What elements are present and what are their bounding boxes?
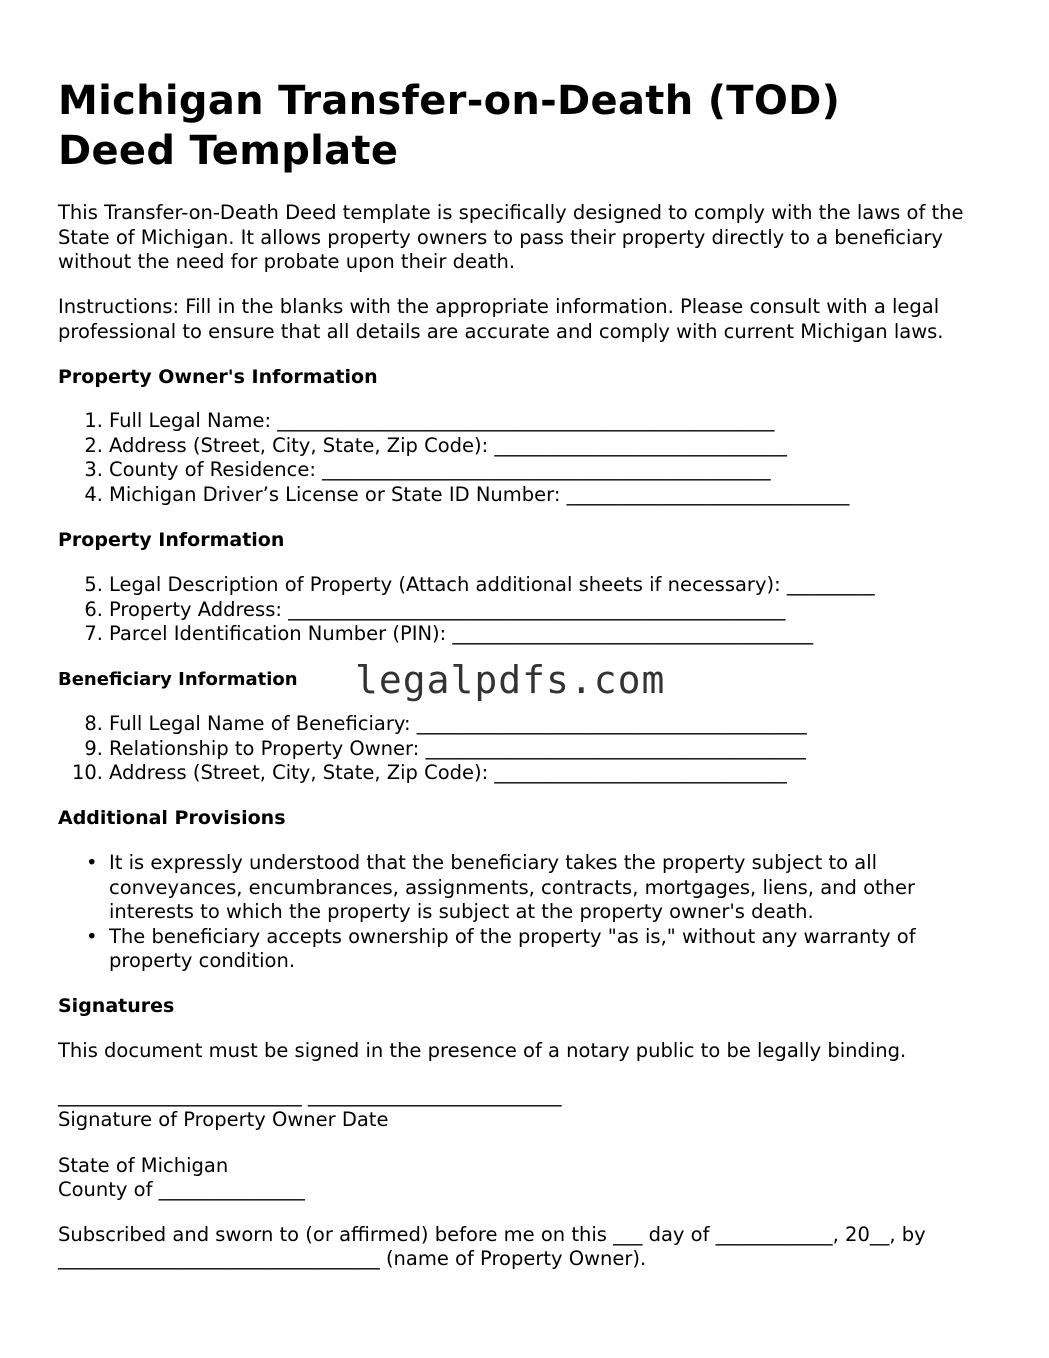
- title-line-1: Michigan Transfer-on-Death (TOD): [58, 78, 841, 124]
- watermark: legalpdfs.com: [355, 658, 666, 702]
- beneficiary-info-list: [58, 712, 807, 786]
- list-item: 1. Full Legal Name: ___________________________________________________: [84, 409, 775, 432]
- title-line-2: Deed Template: [58, 128, 399, 174]
- sworn-line-2: _________________________________ (name of Property Owner).: [58, 1247, 647, 1270]
- list-item: 5. Legal Description of Property (Attach additional sheets if necessary): _________: [84, 573, 875, 596]
- state-line: State of Michigan: [58, 1154, 229, 1177]
- section-heading-property: Property Information: [58, 529, 285, 551]
- list-item: 4. Michigan Driver’s License or State ID Number: _____________________________: [84, 482, 850, 506]
- section-heading-owner: Property Owner's Information: [58, 366, 378, 388]
- list-item: 7. Parcel Identification Number (PIN): _____________________________________: [84, 622, 814, 645]
- page-title: [58, 76, 840, 176]
- bullet-icon: •: [86, 924, 98, 948]
- intro-paragraph: This Transfer-on-Death Deed template is specifically designed to comply with the laws of the State of Michigan. It allows property owners to pass their property directly to a beneficiary without the need for probate upon their death.: [58, 201, 964, 273]
- list-item: 9. Relationship to Property Owner: _______________________________________: [84, 736, 806, 760]
- list-item: 2. Address (Street, City, State, Zip Code): ______________________________: [84, 433, 787, 457]
- signature-lines: _________________________ __________________________: [58, 1084, 562, 1107]
- section-heading-additional: Additional Provisions: [58, 807, 286, 829]
- signature-label: Signature of Property Owner Date: [58, 1108, 389, 1131]
- section-heading-signatures: Signatures: [58, 995, 175, 1017]
- instructions-paragraph: Instructions: Fill in the blanks with the appropriate information. Please consult with a legal professional to ensure that all details are accurate and comply with current Michigan laws.: [58, 295, 944, 343]
- list-item: 8. Full Legal Name of Beneficiary: ________________________________________: [84, 712, 807, 735]
- bullet-icon: •: [86, 851, 98, 874]
- list-item: 6. Property Address: ___________________________________________________: [84, 597, 786, 621]
- notary-note: This document must be signed in the presence of a notary public to be legally binding.: [58, 1039, 907, 1062]
- list-item: • The beneficiary accepts ownership of the property "as is," without any warranty of property condition.: [86, 924, 916, 972]
- section-heading-beneficiary: Beneficiary Information: [58, 669, 298, 690]
- owner-info-list: [58, 409, 849, 507]
- list-item: • It is expressly understood that the beneficiary takes the property subject to all conveyances, encumbrances, assignments, contracts, mortgages, liens, and other interests to which the property is subject at the property owner's death.: [86, 851, 916, 923]
- sworn-line-1: Subscribed and sworn to (or affirmed) before me on this ___ day of ____________, 20__, by: [58, 1223, 926, 1246]
- list-item: 10. Address (Street, City, State, Zip Code): ______________________________: [71, 761, 787, 784]
- provisions-list: [58, 851, 978, 974]
- property-info-list: [58, 573, 875, 647]
- list-item: 3. County of Residence: ______________________________________________: [84, 458, 771, 481]
- county-line: County of _______________: [58, 1178, 305, 1201]
